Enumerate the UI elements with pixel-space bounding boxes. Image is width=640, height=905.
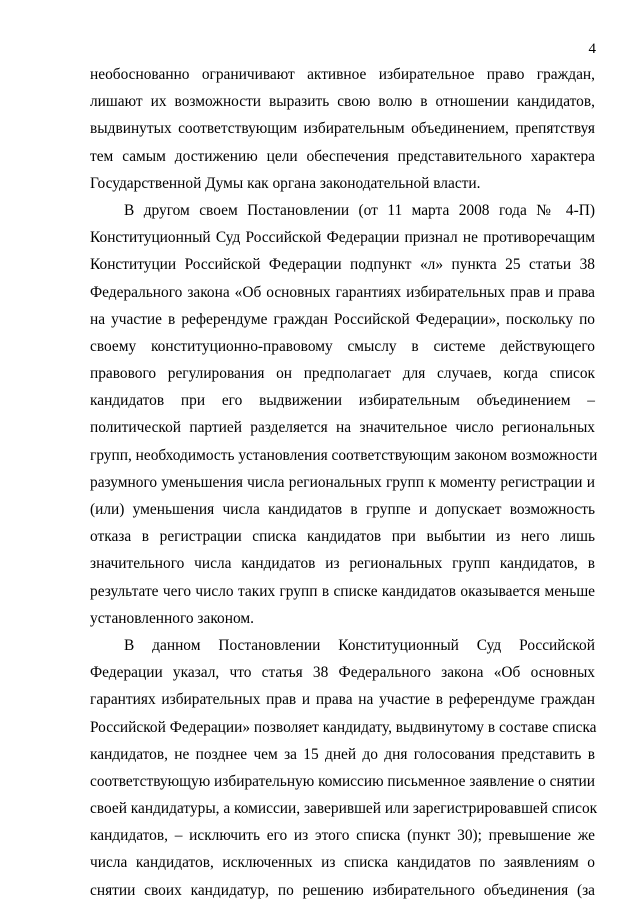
text-line: кандидатов при его выдвижении избирательным объединением – <box>90 392 595 410</box>
text-line: значительного числа кандидатов из региональных групп кандидатов, в <box>90 555 595 573</box>
text-line: (или) уменьшения числа кандидатов в группе и допускает возможность <box>90 501 595 518</box>
text-line: Российской Федерации» позволяет кандидату, выдвинутому в составе списка <box>90 718 597 736</box>
text-line: Конституционный Суд Российской Федерации признал не противоречащим <box>90 229 595 247</box>
text-line: снятии своих кандидатур, по решению избирательного объединения (за <box>90 881 595 899</box>
paragraph <box>90 197 598 632</box>
text-line: необоснованно ограничивают активное избирательное право граждан, <box>90 66 595 83</box>
text-line: на участие в референдуме граждан Российской Федерации», поскольку по <box>90 310 595 328</box>
page-body <box>90 61 598 904</box>
text-line: результате чего число таких групп в списке кандидатов оказывается меньше <box>90 582 595 600</box>
paragraph <box>90 632 598 904</box>
text-line: Конституции Российской Федерации подпункт «л» пункта 25 статьи 38 <box>90 256 595 274</box>
text-line: Государственной Думы как органа законодательной власти. <box>90 174 481 192</box>
page-number: 4 <box>588 41 596 57</box>
paragraph <box>90 61 595 197</box>
text-line: политической партией разделяется на значительное число региональных <box>90 419 595 437</box>
text-line: разумного уменьшения числа региональных групп к моменту регистрации и <box>90 473 595 491</box>
text-line: кандидатов, не позднее чем за 15 дней до дня голосования представить в <box>90 745 595 763</box>
text-line: соответствующую избирательную комиссию письменное заявление о снятии <box>90 772 595 790</box>
text-line: тем самым достижению цели обеспечения представительного характера <box>90 147 595 165</box>
text-line: правового регулирования он предполагает для случаев, когда список <box>90 365 595 383</box>
text-line: своей кандидатуры, а комиссии, заверившей или зарегистрировавшей список <box>90 800 598 818</box>
text-line: отказа в регистрации списка кандидатов при выбытии из него лишь <box>90 528 595 546</box>
text-line: лишают их возможности выразить свою волю в отношении кандидатов, <box>90 93 595 111</box>
text-line: В другом своем Постановлении (от 11 марта 2008 года № 4-П) <box>124 201 595 219</box>
text-line: гарантиях избирательных прав и права на участие в референдуме граждан <box>90 691 595 709</box>
text-line: своему конституционно-правовому смыслу в системе действующего <box>90 337 595 355</box>
text-line: установленного законом. <box>90 609 254 627</box>
text-line: групп, необходимость установления соответствующим законом возможности <box>90 446 598 464</box>
text-line: Федерального закона «Об основных гарантиях избирательных прав и права <box>90 283 595 301</box>
text-line: числа кандидатов, исключенных из списка кандидатов по заявлениям о <box>90 854 595 872</box>
text-line: Федерации указал, что статья 38 Федерального закона «Об основных <box>90 664 595 682</box>
text-line: В данном Постановлении Конституционный Суд Российской <box>124 636 595 654</box>
text-line: выдвинутых соответствующим избирательным объединением, препятствуя <box>90 120 595 138</box>
text-line: кандидатов, – исключить его из этого списка (пункт 30); превышение же <box>90 827 595 845</box>
